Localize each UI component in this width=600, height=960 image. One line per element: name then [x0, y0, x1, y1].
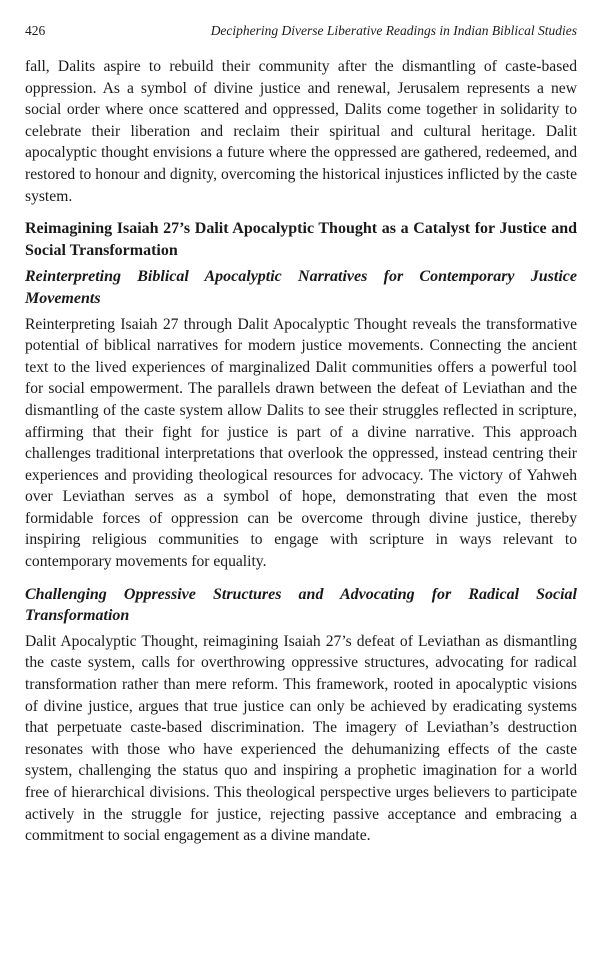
- subsection-paragraph-challenging: Dalit Apocalyptic Thought, reimagining Isaiah 27’s defeat of Leviathan as dismantling the caste system, calls for overthrowing oppressive structures, advocating for radical transformation rather than mere reform. This framework, rooted in apocalyptic visions of divine justice, argues that true justice can only be achieved by eradicating systems that perpetuate caste-based discrimination. The imagery of Leviathan’s destruction resonates with those who have experienced the dehumanizing effects of the caste system, challenging the status quo and inspiring a prophetic imagination for a world free of hierarchical divisions. This theological perspective urges believers to participate actively in the struggle for justice, rejecting passive acceptance and embracing a commitment to social engagement as a divine mandate.: [25, 632, 577, 845]
- running-title: Deciphering Diverse Liberative Readings in Indian Biblical Studies: [210, 23, 577, 38]
- opening-paragraph: fall, Dalits aspire to rebuild their community after the dismantling of caste-based oppression. As a symbol of divine justice and renewal, Jerusalem represents a new social order where once scattered and oppressed, Dalits come together in solidarity to celebrate their liberation and reclaim their spiritual and cultural heritage. Dalit apocalyptic thought envisions a future where the oppressed are gathered, redeemed, and restored to honour and dignity, overcoming the historical injustices inflicted by the caste system.: [25, 58, 577, 205]
- page-number: 426: [25, 23, 46, 38]
- subsection-heading-challenging: Challenging Oppressive Structures and Advocating for Radical Social Transformation: [25, 585, 577, 625]
- subsection-paragraph-reinterpreting: Reinterpreting Isaiah 27 through Dalit Apocalyptic Thought reveals the transformative potential of biblical narratives for modern justice movements. Connecting the ancient text to the lived experiences of marginalized Dalit communities offers a powerful tool for social empowerment. The parallels drawn between the defeat of Leviathan and the dismantling of the caste system allow Dalits to see their struggles reflected in scripture, affirming that their fight for justice is part of a divine narrative. This approach challenges traditional interpretations that overlook the oppressed, instead centring their experiences and providing theological resources for advocacy. The victory of Yahweh over Leviathan serves as a symbol of hope, demonstrating that even the most formidable forces of oppression can be overcome through divine justice, thereby inspiring religious communities to engage with scripture in ways relevant to contemporary movements for equality.: [25, 315, 577, 571]
- running-header: [25, 22, 577, 40]
- section-heading: Reimagining Isaiah 27’s Dalit Apocalyptic Thought as a Catalyst for Justice and Social Transformation: [25, 220, 577, 259]
- book-page: [25, 22, 577, 847]
- subsection-heading-reinterpreting: Reinterpreting Biblical Apocalyptic Narratives for Contemporary Justice Movements: [25, 268, 577, 307]
